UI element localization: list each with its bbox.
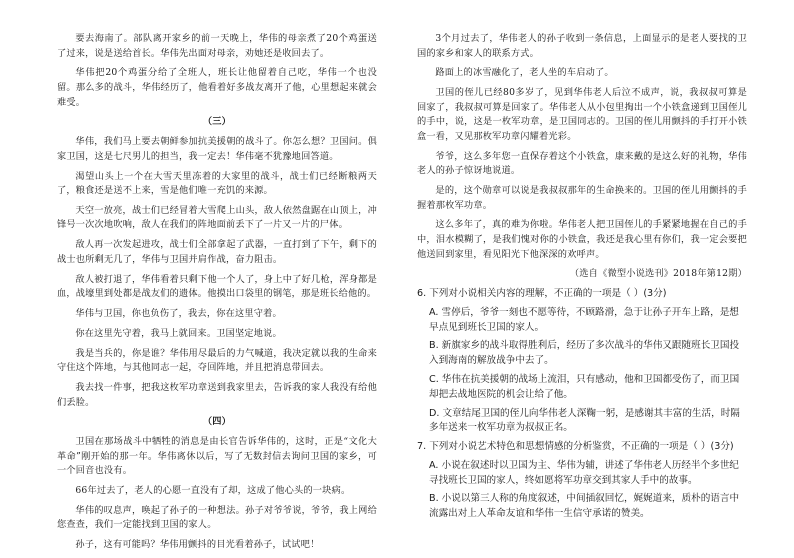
story-paragraph: 孙子，这有可能吗？华伟用颤抖的目光看着孙子，试试吧！ <box>75 539 320 551</box>
story-paragraph: 要去海南了。部队离开家乡的前一天晚上，华伟的母亲煮了20个鸡蛋送了过来，说是送给首长。华伟先出面对母亲，劝她还是收回去了。 <box>57 33 377 59</box>
question-6-option-b: B. 新旗家乡的战斗取得胜利后，经历了多次战斗的华伟又跟随班长卫国投入到海南的解放战争中去了。 <box>429 340 740 367</box>
question-6-option-a: A. 雪停后，爷爷一刻也不愿等待，不顾路滑，急于让孙子开车上路，是想早点见到班长卫国的家人。 <box>429 306 739 333</box>
right-column <box>417 32 747 526</box>
story-paragraph: 是的，这个勋章可以说是我叔叔那年的生命换来的。卫国的侄儿用颤抖的手握着那枚军功章。 <box>417 185 747 211</box>
story-paragraph: 我是当兵的，你是谁？华伟用尽最后的力气喊道，我决定就以我的生命来守住这个阵地，与其他同志一起，夺回阵地，并且把消息带回去。 <box>57 347 377 374</box>
story-paragraph: 渴望山头上一个在大雪天里冻着的大家里的战斗，战士们已经断粮两天了，粮食还是送不上来，雪是他们唯一充饥的来源。 <box>57 170 377 197</box>
story-paragraph: 华伟与卫国，你也负伤了，我去，你在这里守着。 <box>75 308 282 319</box>
section-heading: （四） <box>202 416 232 428</box>
story-paragraph: 3个月过去了，华伟老人的孙子收到一条信息，上面显示的是老人要找的卫国的家乡和家人的联系方式。 <box>417 33 747 59</box>
story-paragraph: 华伟把20个鸡蛋分给了全班人，班长让他留着自己吃，华伟一个也没留。那么多的战斗，华伟经历了，他看着好多战友离开了他，心里想起来就会难受。 <box>57 67 377 108</box>
story-paragraph: 华伟的叹息声，唤起了孙子的一种想法。孙子对爷爷说，爷爷，我上网给您查查，我们一定能找到卫国的家人。 <box>57 504 377 531</box>
story-paragraph: 爷爷，这么多年您一直保存着这个小铁盒，康来戴的是这么好的礼物，华伟老人的孙子惊讶地说道。 <box>417 150 747 177</box>
story-paragraph: 路面上的冰雪融化了，老人坐的车启动了。 <box>435 67 614 79</box>
story-paragraph: 敌人被打退了，华伟看着只剩下他一个人了，身上中了好几枪，浑身都是血，战壕里到处都是战友们的遗体。他摸出口袋里的钢笔，那是班长给他的。 <box>57 273 377 300</box>
source-citation: （选自《微型小说选刊》2018年第12期） <box>569 268 747 280</box>
story-paragraph: 华伟，我们马上要去朝鲜参加抗美援朝的战斗了。你怎么想？卫国问。俱家卫国，这是七尺男儿的担当，我一定去！华伟毫不犹豫地回答道。 <box>57 136 377 162</box>
question-7-option-a: A. 小说在叙述时以卫国为主、华伟为辅，讲述了华伟老人历经半个多世纪寻找班长卫国的家人，终如愿将军功章交到其家人手中的故事。 <box>429 459 739 486</box>
question-6-option-c: C. 华伟在抗美援朝的战场上流泪，只有感动，他和卫国都受伤了，而卫国却把去战地医院的机会让给了他。 <box>429 374 740 400</box>
story-paragraph: 卫国的侄儿已经80多岁了，见到华伟老人后泣不成声，说，我叔叔可算是回家了，我叔叔可算是回家了。华伟老人从小包里掏出一个小铁盒递到卫国侄儿的手中，说，这是一枚军功章，是卫国同志的。卫国的侄儿用颤抖的手打开小铁盒一看，又见那枚军功章闪耀着光彩。 <box>417 87 747 142</box>
story-paragraph: 这么多年了，真的难为你啦。华伟老人把卫国侄儿的手紧紧地握在自己的手中，泪水模糊了，是我们愧对你的小铁盒，我还是我心里有你们，我一定会要把他送回到家里，看见阳光下他深深的欢呼声。 <box>417 219 747 260</box>
story-paragraph: 66年过去了，老人的心愿一直没有了却，这成了他心头的一块病。 <box>75 485 351 497</box>
question-7-stem: 7. 下列对小说艺术特色和思想情感的分析鉴赏，不正确的一项是（ ）(3分) <box>417 441 734 453</box>
question-6-option-d: D. 文章结尾卫国的侄儿向华伟老人深鞠一躬，是感谢其丰富的生活，时隔多年送来一枚军功章为叔叔正名。 <box>429 407 740 434</box>
story-paragraph: 敌人再一次发起进攻，战士们全部拿起了武器，一直打到了下午，剩下的战士也所剩无几了，华伟与卫国并肩作战，奋力阻击。 <box>57 239 377 265</box>
question-7-option-b: B. 小说以第三人称的角度叙述，中间插叙回忆，娓娓道来，质朴的语言中流露出对上人革命友谊和华伟一生信守承诺的赞美。 <box>429 493 740 520</box>
story-paragraph: 我去找一件事，把我这枚军功章送到我家里去，告诉我的家人我没有给他们丢脸。 <box>57 381 377 408</box>
left-column <box>57 32 377 558</box>
story-paragraph: 天空一放亮，战士们已经冒着大雪爬上山头，敌人依然盘踞在山顶上，冲锋号一次次地吹响，敌人在我们的阵地面前丢下了一片又一片的尸体。 <box>57 204 377 231</box>
story-paragraph: 你在这里先守着，我马上就回来。卫国坚定地说。 <box>75 327 282 339</box>
section-heading: （三） <box>202 116 232 128</box>
question-6-stem: 6. 下列对小说相关内容的理解，不正确的一项是（ ）(3分) <box>417 288 667 300</box>
story-paragraph: 卫国在那场战斗中牺牲的消息是由长官告诉华伟的，这时，正是“文化大革命”刚开始的那一年。华伟离休以后，写了无数封信去询问卫国的家乡，可一个回音也没有。 <box>57 436 377 477</box>
